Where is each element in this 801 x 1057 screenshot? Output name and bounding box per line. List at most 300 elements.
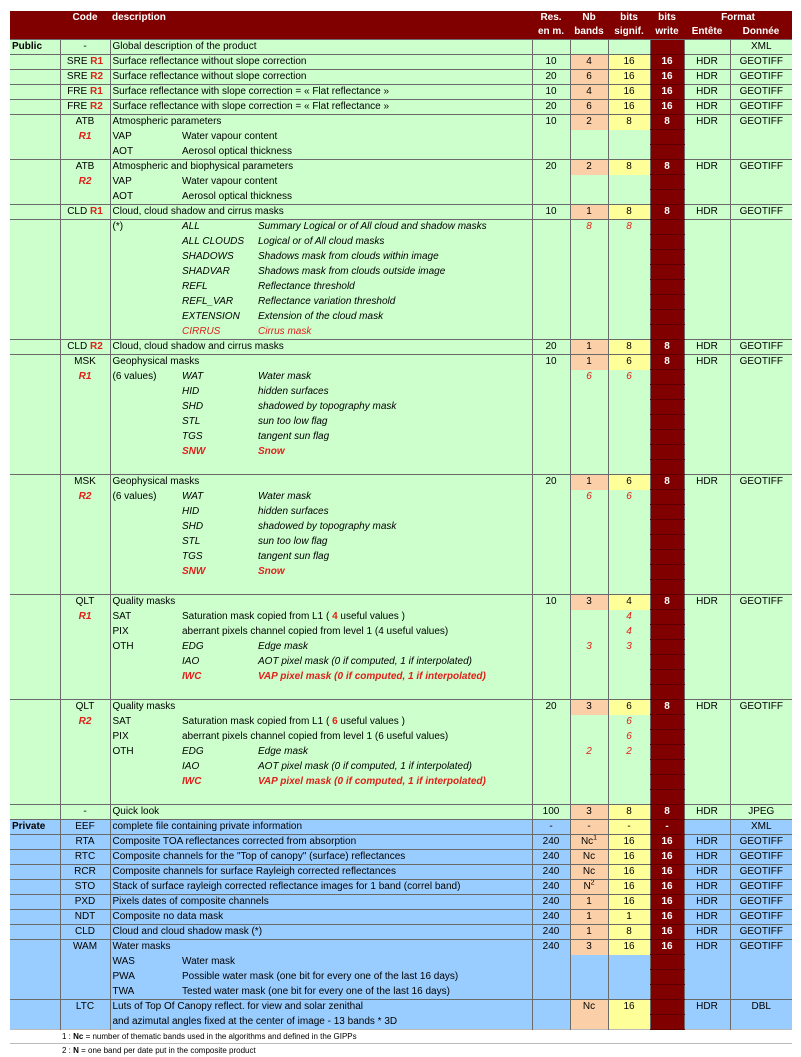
section-label bbox=[10, 220, 60, 235]
code-cell bbox=[60, 610, 110, 625]
sub-value: shadowed by topography mask bbox=[256, 400, 532, 415]
header-entete: Entête bbox=[684, 25, 730, 40]
description-cell: Surface reflectance without slope correction bbox=[110, 55, 532, 70]
bits-signif-value: 3 bbox=[626, 641, 632, 652]
section-label bbox=[10, 595, 60, 610]
footnote-number: 2 : bbox=[62, 1046, 73, 1055]
sub-value: Snow bbox=[256, 565, 532, 580]
bits-signif-cell: 16 bbox=[608, 85, 650, 100]
header-bits-signif: bits bbox=[608, 11, 650, 25]
sub-key: HID bbox=[180, 505, 256, 520]
format-donnee-cell bbox=[730, 670, 792, 685]
sub-key: ALL bbox=[180, 220, 256, 235]
note-cell bbox=[110, 430, 180, 445]
sub-key: STL bbox=[180, 535, 256, 550]
description-cell: Atmospheric and biophysical parameters bbox=[110, 160, 532, 175]
note-cell bbox=[110, 325, 180, 340]
bits-write-cell bbox=[650, 670, 684, 685]
bits-signif-cell: 8 bbox=[608, 340, 650, 355]
format-entete-cell: HDR bbox=[684, 100, 730, 115]
bits-signif-cell bbox=[608, 490, 650, 505]
nb-bands-cell: 6 bbox=[570, 100, 608, 115]
code-cell bbox=[60, 760, 110, 775]
spacer bbox=[110, 685, 532, 700]
section-label bbox=[10, 880, 60, 895]
description-cell: Stack of surface rayleigh corrected reflectance images for 1 band (correl band) bbox=[110, 880, 532, 895]
code-value: SRE bbox=[67, 56, 88, 67]
res-cell: 240 bbox=[532, 940, 570, 955]
format-entete-cell bbox=[684, 130, 730, 145]
bits-write-cell: 8 bbox=[650, 595, 684, 610]
nb-bands-cell bbox=[570, 40, 608, 55]
format-entete-cell bbox=[684, 685, 730, 700]
nb-bands-cell: 1 bbox=[570, 895, 608, 910]
note-cell bbox=[110, 235, 180, 250]
code-cell bbox=[60, 205, 110, 220]
description-cell: Atmospheric parameters bbox=[110, 115, 532, 130]
format-donnee-cell: JPEG bbox=[730, 805, 792, 820]
code-cell bbox=[60, 955, 110, 970]
nb-bands-cell: 4 bbox=[570, 55, 608, 70]
section-label bbox=[10, 250, 60, 265]
sat-text: Saturation mask copied from L1 ( bbox=[182, 716, 332, 727]
code-cell bbox=[60, 325, 110, 340]
footnote-row bbox=[10, 1044, 792, 1057]
res-cell: 240 bbox=[532, 925, 570, 940]
table-row bbox=[10, 115, 792, 130]
format-donnee-cell bbox=[730, 430, 792, 445]
bits-write-cell bbox=[650, 220, 684, 235]
code-cell bbox=[60, 490, 110, 505]
nb-bands-cell: $N^2$ bbox=[570, 880, 608, 895]
format-entete-cell bbox=[684, 385, 730, 400]
table-row bbox=[10, 100, 792, 115]
section-label bbox=[10, 925, 60, 940]
format-donnee-cell: GEOTIFF bbox=[730, 880, 792, 895]
format-donnee-cell bbox=[730, 760, 792, 775]
nb-bands-cell: 6 bbox=[570, 70, 608, 85]
format-donnee-cell: GEOTIFF bbox=[730, 160, 792, 175]
sub-value: Aerosol optical thickness bbox=[180, 190, 532, 205]
sat-text: useful values ) bbox=[338, 716, 405, 727]
table-row bbox=[10, 775, 792, 790]
code-cell: QLT bbox=[60, 700, 110, 715]
nb-bands-cell bbox=[570, 280, 608, 295]
format-donnee-cell: GEOTIFF bbox=[730, 85, 792, 100]
res-cell bbox=[532, 385, 570, 400]
table-row bbox=[10, 895, 792, 910]
sub-value: sun too low flag bbox=[256, 415, 532, 430]
bits-write-cell bbox=[650, 325, 684, 340]
sub-value: hidden surfaces bbox=[256, 505, 532, 520]
table-row bbox=[10, 985, 792, 1000]
bits-write-cell bbox=[650, 370, 684, 385]
footnote-text bbox=[60, 1030, 792, 1044]
format-entete-cell bbox=[684, 775, 730, 790]
footnote-desc: = number of thematic bands used in the algorithms and defined in the GIPPs bbox=[83, 1032, 356, 1041]
res-cell: 100 bbox=[532, 805, 570, 820]
description-cell: Geophysical masks bbox=[110, 355, 532, 370]
bits-write-cell bbox=[650, 565, 684, 580]
nb-bands-cell bbox=[570, 760, 608, 775]
format-entete-cell: HDR bbox=[684, 880, 730, 895]
section-label bbox=[10, 580, 60, 595]
section-label bbox=[10, 520, 60, 535]
bits-signif-value: 4 bbox=[626, 626, 632, 637]
table-row bbox=[10, 655, 792, 670]
sub-value bbox=[180, 610, 532, 625]
spacer bbox=[110, 580, 532, 595]
bits-signif-cell bbox=[608, 385, 650, 400]
code-cell: NDT bbox=[60, 910, 110, 925]
nb-bands-cell bbox=[570, 565, 608, 580]
sub-key: WAS bbox=[110, 955, 180, 970]
note-cell bbox=[110, 520, 180, 535]
section-label bbox=[10, 475, 60, 490]
nb-bands-cell: Nc bbox=[570, 850, 608, 865]
bits-signif-cell bbox=[608, 130, 650, 145]
code-cell bbox=[60, 70, 110, 85]
res-cell bbox=[532, 550, 570, 565]
bits-signif-cell bbox=[608, 280, 650, 295]
bits-write-cell: 8 bbox=[650, 805, 684, 820]
sub-key: EDG bbox=[180, 640, 256, 655]
format-donnee-cell bbox=[730, 685, 792, 700]
sub-key: AOT bbox=[110, 145, 180, 160]
header-spacer bbox=[110, 25, 532, 40]
sub-value: sun too low flag bbox=[256, 535, 532, 550]
bits-signif-value: 6 bbox=[626, 716, 632, 727]
sub-value: aberrant pixels channel copied from level 1 (6 useful values) bbox=[180, 730, 532, 745]
bits-signif-value: 2 bbox=[626, 746, 632, 757]
bits-write-cell bbox=[650, 640, 684, 655]
bits-write-cell: 16 bbox=[650, 85, 684, 100]
bits-write-cell: 8 bbox=[650, 475, 684, 490]
format-entete-cell: HDR bbox=[684, 700, 730, 715]
format-entete-cell: HDR bbox=[684, 205, 730, 220]
bits-write-cell bbox=[650, 730, 684, 745]
format-entete-cell bbox=[684, 520, 730, 535]
bits-write-cell bbox=[650, 625, 684, 640]
section-label bbox=[10, 730, 60, 745]
format-donnee-cell bbox=[730, 145, 792, 160]
format-donnee-cell bbox=[730, 745, 792, 760]
table-row bbox=[10, 280, 792, 295]
sub-key: PWA bbox=[110, 970, 180, 985]
format-entete-cell: HDR bbox=[684, 1000, 730, 1015]
nb-bands-cell bbox=[570, 955, 608, 970]
res-cell bbox=[532, 400, 570, 415]
format-entete-cell: HDR bbox=[684, 595, 730, 610]
section-label bbox=[10, 565, 60, 580]
sub-key: SNW bbox=[180, 445, 256, 460]
res-cell: 240 bbox=[532, 880, 570, 895]
bits-signif-cell bbox=[608, 535, 650, 550]
code-cell bbox=[60, 970, 110, 985]
table-row bbox=[10, 355, 792, 370]
sub-value: Reflectance threshold bbox=[256, 280, 532, 295]
format-entete-cell: HDR bbox=[684, 865, 730, 880]
table-row bbox=[10, 850, 792, 865]
res-cell: - bbox=[532, 820, 570, 835]
note-cell bbox=[110, 415, 180, 430]
header-res: Res. bbox=[532, 11, 570, 25]
bits-signif-cell bbox=[608, 610, 650, 625]
section-label bbox=[10, 235, 60, 250]
nb-bands-cell bbox=[570, 235, 608, 250]
footnote-key: Nc bbox=[73, 1032, 83, 1041]
section-label bbox=[10, 70, 60, 85]
res-cell bbox=[532, 325, 570, 340]
bits-signif-cell bbox=[608, 565, 650, 580]
format-donnee-cell bbox=[730, 400, 792, 415]
section-label bbox=[10, 550, 60, 565]
nb-bands-cell bbox=[570, 580, 608, 595]
bits-write-cell bbox=[650, 610, 684, 625]
note-cell: (6 values) bbox=[110, 490, 180, 505]
table-row bbox=[10, 205, 792, 220]
format-donnee-cell bbox=[730, 175, 792, 190]
code-cell bbox=[60, 730, 110, 745]
nb-bands-value: 6 bbox=[586, 491, 592, 502]
bits-write-cell bbox=[650, 955, 684, 970]
section-label bbox=[10, 160, 60, 175]
description-cell: Cloud, cloud shadow and cirrus masks bbox=[110, 340, 532, 355]
description-cell: Luts of Top Of Canopy reflect. for view and solar zenithal bbox=[110, 1000, 532, 1015]
format-entete-cell bbox=[684, 820, 730, 835]
format-entete-cell bbox=[684, 265, 730, 280]
bits-signif-cell: 8 bbox=[608, 925, 650, 940]
format-entete-cell bbox=[684, 490, 730, 505]
format-entete-cell bbox=[684, 730, 730, 745]
table-row bbox=[10, 865, 792, 880]
format-donnee-cell bbox=[730, 1015, 792, 1030]
bits-write-cell bbox=[650, 775, 684, 790]
sub-key: PIX bbox=[110, 625, 180, 640]
code-cell bbox=[60, 130, 110, 145]
format-entete-cell bbox=[684, 295, 730, 310]
footnote-ref: 1 bbox=[593, 835, 597, 842]
table-row bbox=[10, 430, 792, 445]
section-label bbox=[10, 790, 60, 805]
resolution-tag: R1 bbox=[90, 56, 103, 67]
bits-write-cell: 16 bbox=[650, 70, 684, 85]
code-cell bbox=[60, 460, 110, 475]
code-cell: LTC bbox=[60, 1000, 110, 1015]
res-cell bbox=[532, 265, 570, 280]
format-donnee-cell: GEOTIFF bbox=[730, 70, 792, 85]
res-cell bbox=[532, 625, 570, 640]
code-value: SRE bbox=[67, 71, 88, 82]
code-cell bbox=[60, 250, 110, 265]
nb-bands-cell bbox=[570, 265, 608, 280]
res-cell bbox=[532, 490, 570, 505]
section-label bbox=[10, 805, 60, 820]
res-cell bbox=[532, 445, 570, 460]
res-cell: 20 bbox=[532, 70, 570, 85]
code-cell bbox=[60, 295, 110, 310]
format-donnee-cell: GEOTIFF bbox=[730, 340, 792, 355]
bits-write-cell: 16 bbox=[650, 55, 684, 70]
header-signif: signif. bbox=[608, 25, 650, 40]
format-donnee-cell bbox=[730, 655, 792, 670]
footnote-spacer bbox=[10, 1044, 60, 1057]
bits-write-cell bbox=[650, 520, 684, 535]
footnote-spacer bbox=[10, 1030, 60, 1044]
nb-bands-cell bbox=[570, 130, 608, 145]
code-cell: CLD bbox=[60, 925, 110, 940]
format-entete-cell bbox=[684, 670, 730, 685]
bits-signif-cell bbox=[608, 670, 650, 685]
format-entete-cell bbox=[684, 235, 730, 250]
format-donnee-cell: GEOTIFF bbox=[730, 940, 792, 955]
format-donnee-cell: GEOTIFF bbox=[730, 205, 792, 220]
format-entete-cell bbox=[684, 250, 730, 265]
table-row bbox=[10, 460, 792, 475]
table-row bbox=[10, 595, 792, 610]
code-cell: MSK bbox=[60, 475, 110, 490]
note-cell bbox=[110, 250, 180, 265]
bits-write-cell: 16 bbox=[650, 940, 684, 955]
sub-value: Water vapour content bbox=[180, 130, 532, 145]
sub-key: EXTENSION bbox=[180, 310, 256, 325]
nb-bands-cell bbox=[570, 640, 608, 655]
sub-value: Water mask bbox=[256, 490, 532, 505]
format-entete-cell: HDR bbox=[684, 940, 730, 955]
resolution-tag: R2 bbox=[79, 176, 92, 187]
sub-value: tangent sun flag bbox=[256, 550, 532, 565]
bits-signif-cell bbox=[608, 175, 650, 190]
format-donnee-cell bbox=[730, 505, 792, 520]
res-cell bbox=[532, 685, 570, 700]
code-cell bbox=[60, 520, 110, 535]
header-code: Code bbox=[60, 11, 110, 25]
format-donnee-cell: GEOTIFF bbox=[730, 475, 792, 490]
sub-group bbox=[110, 655, 180, 670]
format-entete-cell bbox=[684, 565, 730, 580]
code-cell bbox=[60, 550, 110, 565]
bits-signif-cell: 16 bbox=[608, 100, 650, 115]
note-cell bbox=[110, 550, 180, 565]
description-cell: Composite channels for surface Rayleigh corrected reflectances bbox=[110, 865, 532, 880]
sub-value: Snow bbox=[256, 445, 532, 460]
res-cell: 10 bbox=[532, 595, 570, 610]
nb-bands-cell bbox=[570, 490, 608, 505]
bits-signif-cell: 16 bbox=[608, 70, 650, 85]
sub-key: AOT bbox=[110, 190, 180, 205]
sub-key: WAT bbox=[180, 490, 256, 505]
format-entete-cell: HDR bbox=[684, 55, 730, 70]
bits-write-cell bbox=[650, 1015, 684, 1030]
nb-bands-cell bbox=[570, 175, 608, 190]
format-donnee-cell: GEOTIFF bbox=[730, 895, 792, 910]
res-cell bbox=[532, 280, 570, 295]
sub-value: Summary Logical or of All cloud and shadow masks bbox=[256, 220, 532, 235]
note-cell bbox=[110, 295, 180, 310]
bits-signif-cell: 16 bbox=[608, 1000, 650, 1015]
note-cell bbox=[110, 280, 180, 295]
section-label bbox=[10, 760, 60, 775]
resolution-tag: R1 bbox=[79, 371, 92, 382]
format-entete-cell bbox=[684, 625, 730, 640]
nb-bands-cell bbox=[570, 310, 608, 325]
bits-signif-cell bbox=[608, 370, 650, 385]
nb-bands-cell bbox=[570, 775, 608, 790]
bits-write-cell bbox=[650, 715, 684, 730]
code-cell bbox=[60, 190, 110, 205]
format-entete-cell bbox=[684, 280, 730, 295]
table-row bbox=[10, 175, 792, 190]
description-cell: Cloud and cloud shadow mask (*) bbox=[110, 925, 532, 940]
table-row bbox=[10, 640, 792, 655]
table-row bbox=[10, 820, 792, 835]
bits-write-cell bbox=[650, 505, 684, 520]
sub-value: Cirrus mask bbox=[256, 325, 532, 340]
nb-bands-cell: Nc$^1$ bbox=[570, 835, 608, 850]
table-row bbox=[10, 325, 792, 340]
sub-value: Shadows mask from clouds outside image bbox=[256, 265, 532, 280]
footnote-ref: 2 bbox=[591, 880, 595, 887]
description-cell: and azimutal angles fixed at the center of image - 13 bands * 3D bbox=[110, 1015, 532, 1030]
format-entete-cell bbox=[684, 550, 730, 565]
bits-signif-value: 4 bbox=[626, 611, 632, 622]
nb-bands-cell bbox=[570, 685, 608, 700]
format-donnee-cell: GEOTIFF bbox=[730, 100, 792, 115]
section-label bbox=[10, 970, 60, 985]
bits-write-cell bbox=[650, 460, 684, 475]
table-row bbox=[10, 145, 792, 160]
section-label bbox=[10, 340, 60, 355]
section-label bbox=[10, 775, 60, 790]
nb-bands-cell bbox=[570, 295, 608, 310]
table-row bbox=[10, 565, 792, 580]
res-cell bbox=[532, 250, 570, 265]
bits-signif-cell bbox=[608, 220, 650, 235]
section-label bbox=[10, 55, 60, 70]
sub-value: AOT pixel mask (0 if computed, 1 if interpolated) bbox=[256, 760, 532, 775]
sub-key: ALL CLOUDS bbox=[180, 235, 256, 250]
res-cell: 240 bbox=[532, 895, 570, 910]
nb-bands-cell bbox=[570, 790, 608, 805]
table-row bbox=[10, 340, 792, 355]
bits-signif-cell: 4 bbox=[608, 595, 650, 610]
sub-value: Shadows mask from clouds within image bbox=[256, 250, 532, 265]
code-value: - bbox=[83, 41, 86, 52]
bits-signif-cell: 8 bbox=[608, 805, 650, 820]
code-cell bbox=[60, 1015, 110, 1030]
sub-value: Edge mask bbox=[256, 640, 532, 655]
section-label bbox=[10, 1000, 60, 1015]
format-entete-cell: HDR bbox=[684, 85, 730, 100]
nb-bands-cell bbox=[570, 745, 608, 760]
section-label bbox=[10, 535, 60, 550]
bits-write-cell bbox=[650, 130, 684, 145]
sub-key: STL bbox=[180, 415, 256, 430]
bits-write-cell: 16 bbox=[650, 925, 684, 940]
sub-value: Tested water mask (one bit for every one of the last 16 days) bbox=[180, 985, 532, 1000]
sub-group: OTH bbox=[110, 745, 180, 760]
format-donnee-cell bbox=[730, 325, 792, 340]
bits-signif-cell bbox=[608, 640, 650, 655]
sub-key: EDG bbox=[180, 745, 256, 760]
table-row bbox=[10, 250, 792, 265]
format-donnee-cell bbox=[730, 775, 792, 790]
format-donnee-cell bbox=[730, 520, 792, 535]
table-row bbox=[10, 760, 792, 775]
table-row bbox=[10, 925, 792, 940]
bits-signif-cell: 1 bbox=[608, 910, 650, 925]
bits-write-cell bbox=[650, 40, 684, 55]
